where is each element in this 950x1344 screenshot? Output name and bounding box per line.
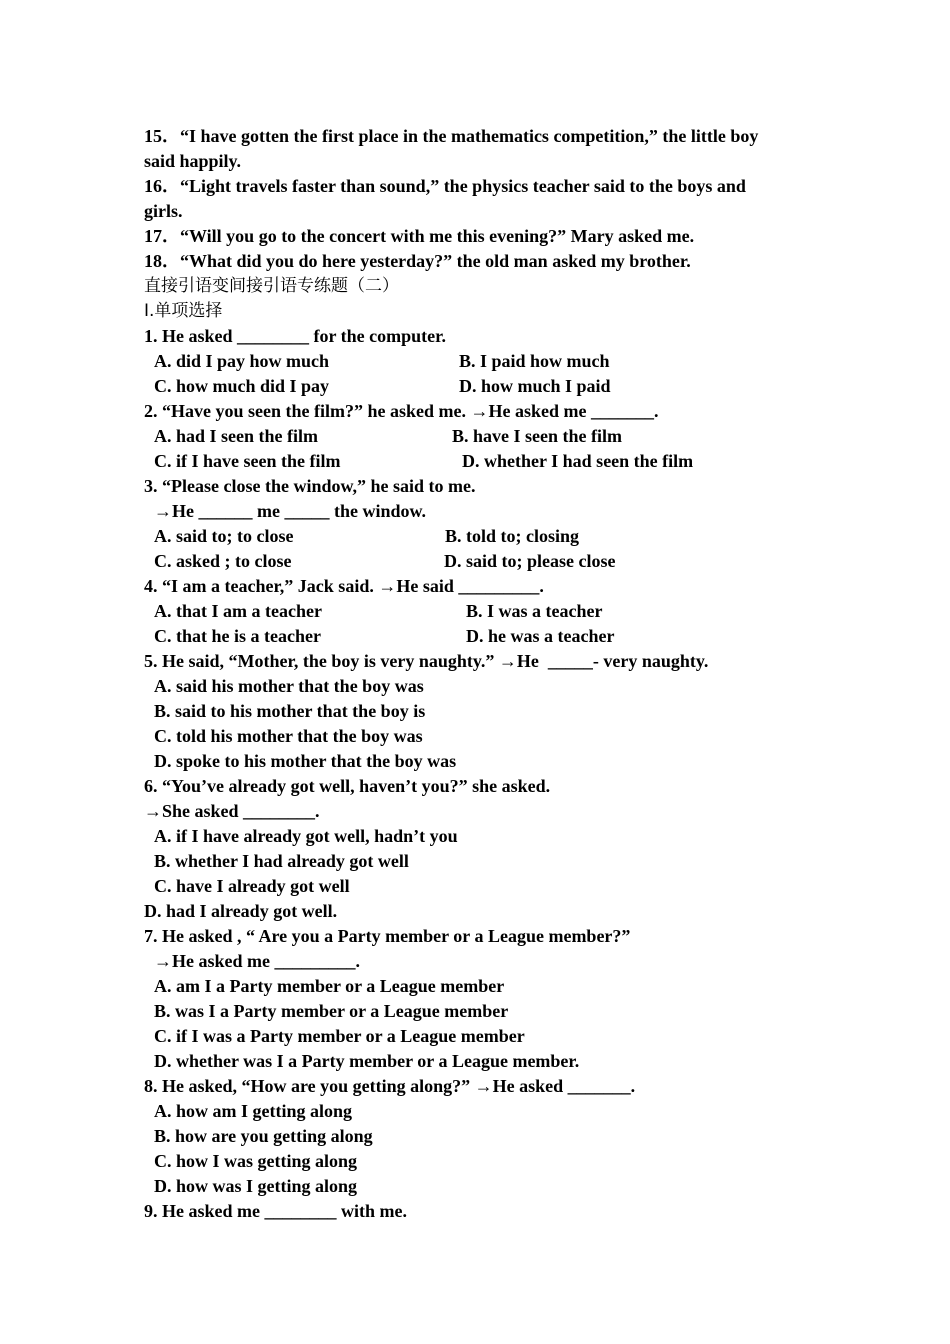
question-4-option-a: A. that I am a teacher (154, 601, 322, 621)
question-6-option-c: C. have I already got well (154, 876, 350, 896)
section-heading: 直接引语变间接引语专练题（二） (144, 276, 399, 296)
question-3-option-d: D. said to; please close (444, 551, 616, 571)
section-title: Ⅰ.单项选择 (144, 301, 223, 321)
question-8-option-b: B. how are you getting along (154, 1126, 373, 1146)
question-7-option-a: A. am I a Party member or a League member (154, 976, 505, 996)
question-3-option-b: B. told to; closing (445, 526, 580, 546)
question-9: 9. He asked me ________ with me. (144, 1201, 407, 1221)
question-6-transform: →She asked ________. (144, 801, 320, 821)
question-4: 4. “I am a teacher,” Jack said. →He said _________. (144, 576, 544, 596)
question-2: 2. “Have you seen the film?” he asked me. →He asked me _______. (144, 401, 659, 421)
question-8: 8. He asked, “How are you getting along?” →He asked _______. (144, 1076, 636, 1096)
question-5-option-a: A. said his mother that the boy was (154, 676, 424, 696)
question-8-option-a: A. how am I getting along (154, 1101, 353, 1121)
question-2-option-c: C. if I have seen the film (154, 451, 341, 471)
question-3-option-c: C. asked ; to close (154, 551, 292, 571)
item-16-line1: 16．“Light travels faster than sound,” the physics teacher said to the boys and (144, 176, 746, 196)
question-2-option-d: D. whether I had seen the film (462, 451, 694, 471)
question-6: 6. “You’ve already got well, haven’t you?” she asked. (144, 776, 551, 796)
question-7-option-b: B. was I a Party member or a League member (154, 1001, 509, 1021)
question-4-option-c: C. that he is a teacher (154, 626, 321, 646)
question-7-transform: →He asked me _________. (154, 951, 360, 971)
item-18: 18．“What did you do here yesterday?” the old man asked my brother. (144, 251, 691, 271)
item-17: 17．“Will you go to the concert with me this evening?” Mary asked me. (144, 226, 695, 246)
question-2-option-b: B. have I seen the film (452, 426, 622, 446)
question-5-option-c: C. told his mother that the boy was (154, 726, 423, 746)
question-1-option-a: A. did I pay how much (154, 351, 330, 371)
question-4-option-d: D. he was a teacher (466, 626, 615, 646)
question-1-option-b: B. I paid how much (459, 351, 610, 371)
question-5: 5. He said, “Mother, the boy is very naughty.” →He _____- very naughty. (144, 651, 709, 671)
item-16-line2: girls. (144, 201, 183, 221)
question-6-option-a: A. if I have already got well, hadn’t you (154, 826, 458, 846)
question-8-option-c: C. how I was getting along (154, 1151, 358, 1171)
question-3-transform: →He ______ me _____ the window. (154, 501, 426, 521)
question-5-option-b: B. said to his mother that the boy is (154, 701, 426, 721)
question-2-option-a: A. had I seen the film (154, 426, 319, 446)
item-15-line2: said happily. (144, 151, 242, 171)
question-1-option-c: C. how much did I pay (154, 376, 330, 396)
question-4-option-b: B. I was a teacher (466, 601, 603, 621)
question-8-option-d: D. how was I getting along (154, 1176, 358, 1196)
question-7: 7. He asked , “ Are you a Party member or a League member?” (144, 926, 631, 946)
question-1: 1. He asked ________ for the computer. (144, 326, 446, 346)
item-15-line1: 15．“I have gotten the first place in the mathematics competition,” the little boy (144, 126, 759, 146)
question-6-option-d: D. had I already got well. (144, 901, 338, 921)
question-7-option-d: D. whether was I a Party member or a League member. (154, 1051, 580, 1071)
question-7-option-c: C. if I was a Party member or a League member (154, 1026, 525, 1046)
question-3: 3. “Please close the window,” he said to me. (144, 476, 476, 496)
question-3-option-a: A. said to; to close (154, 526, 294, 546)
question-5-option-d: D. spoke to his mother that the boy was (154, 751, 457, 771)
question-1-option-d: D. how much I paid (459, 376, 611, 396)
question-6-option-b: B. whether I had already got well (154, 851, 409, 871)
